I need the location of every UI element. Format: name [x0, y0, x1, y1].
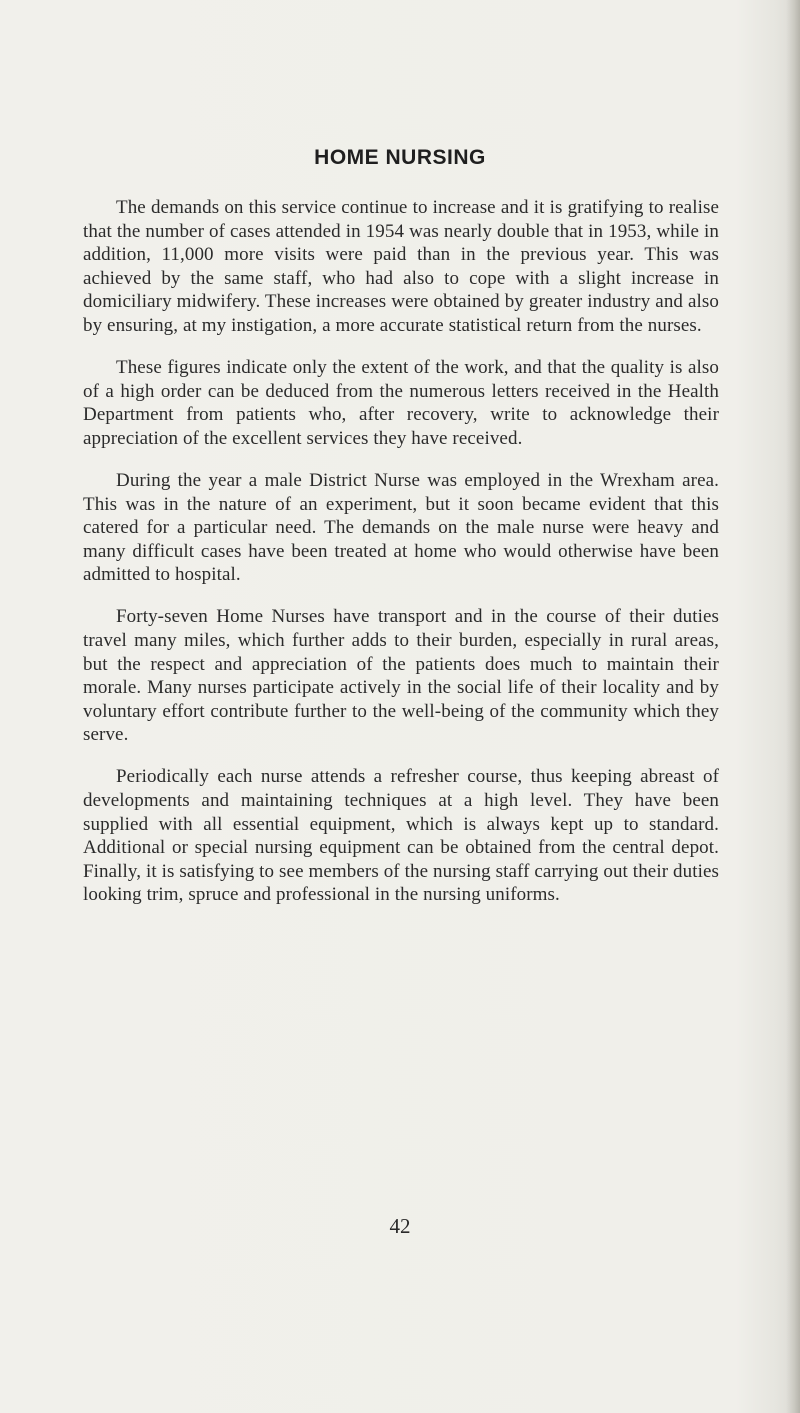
paragraph-refresher: Periodically each nurse attends a refresher course, thus keeping abreast of developments and maintaining techniques at a high level. They have been supplied with all essential equipment, which is always kept up to standard. Additional or special nursing equipment can be obtained from the central depot. Finally, it is satisfying to see members of the nursing staff carrying out their duties looking trim, spruce and professional in the nursing uniforms. — [83, 766, 719, 906]
paragraph-transport: Forty-seven Home Nurses have transport and in the course of their duties travel many miles, which further adds to their burden, especially in rural areas, but the respect and appreciation of the patients does much to maintain their morale. Many nurses participate actively in the social life of their locality and by voluntary effort contribute further to the well-being of the community which they serve. — [83, 606, 719, 746]
page-number: 42 — [389, 1214, 411, 1238]
page-edge-shadow — [786, 0, 800, 1413]
page-title: HOME NURSING — [314, 146, 486, 169]
body-text — [83, 196, 719, 926]
paragraph-demands: The demands on this service continue to increase and it is gratifying to realise that the number of cases attended in 1954 was nearly double that in 1953, while in addition, 11,000 more visits were paid than in the previous year. This was achieved by the same staff, who had also to cope with a slight increase in domiciliary midwifery. These increases were obtained by greater industry and also by ensuring, at my instigation, a more accurate statistical return from the nurses. — [83, 197, 719, 336]
paragraph-male-nurse: During the year a male District Nurse was employed in the Wrexham area. This was in the nature of an experiment, but it soon became evident that this catered for a particular need. The demands on the male nurse were heavy and many difficult cases have been treated at home who would otherwise have been admitted to hospital. — [83, 469, 719, 586]
paragraph-figures: These figures indicate only the extent of the work, and that the quality is also of a high order can be deduced from the numerous letters received in the Health Department from patients who, after recovery, write to acknowledge their appreciation of the excellent services they have received. — [83, 357, 719, 449]
